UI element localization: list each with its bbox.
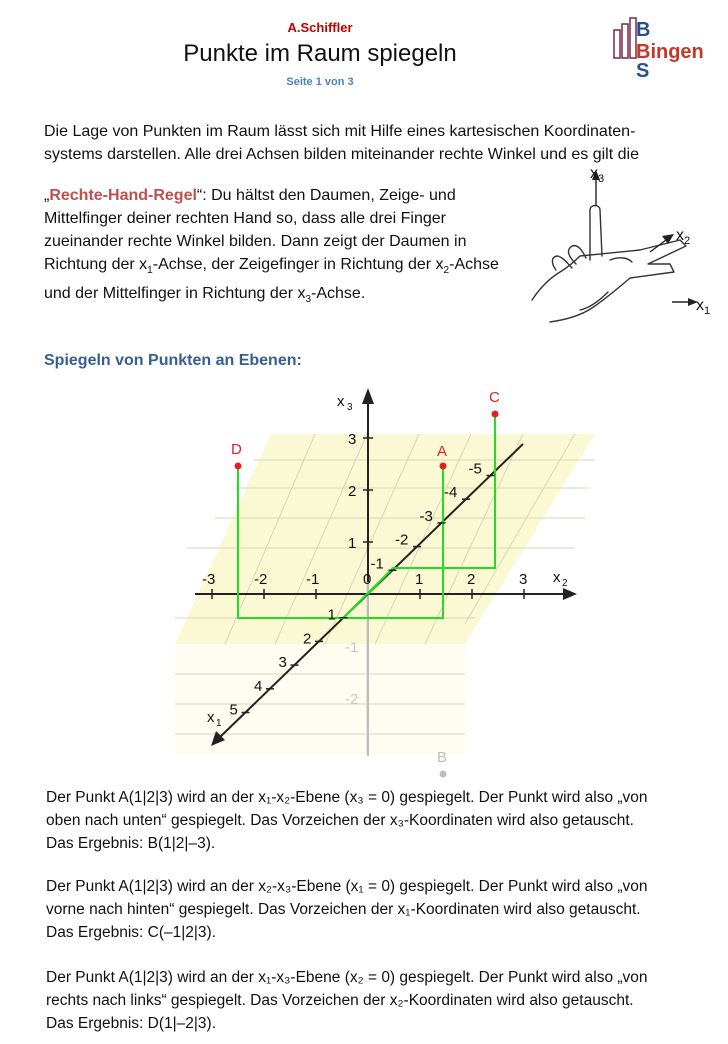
x2-axis-arrow: [563, 588, 577, 600]
x1-negative-tick-label: -1: [370, 555, 384, 573]
x1-tick-label: 4: [254, 677, 263, 695]
bbs-bingen-logo: [612, 16, 722, 78]
intro-line-1: Die Lage von Punkten im Raum lässt sich mit Hilfe eines kartesischen Koordinaten-: [44, 123, 636, 140]
logo-word-bingen: Bingen: [636, 41, 704, 63]
result-line: oben nach unten“ gespiegelt. Das Vorzeichen der x₃-Koordinaten wird also getauscht.: [46, 812, 634, 829]
x3-negative-tick-label: -1: [345, 639, 359, 656]
point-d: [235, 463, 242, 470]
intro-line-2: systems darstellen. Alle drei Achsen bilden miteinander rechte Winkel und es gilt die: [44, 146, 639, 163]
x2-axis-label-sub: 2: [562, 578, 568, 589]
x3-tick-label: 3: [348, 431, 357, 448]
result-b-paragraph: [46, 786, 726, 855]
result-line: rechts nach links“ gespiegelt. Das Vorzeichen der x₂-Koordinaten wird also getauscht.: [46, 992, 634, 1009]
x3-axis-label: x: [337, 393, 345, 410]
x1-negative-tick-label: -3: [419, 507, 433, 525]
hand-label-x3: $x_3$: [590, 165, 605, 185]
subscript: 3: [305, 294, 312, 306]
rule-text-1: “: Du hältst den Daumen, Zeige- und Mittelfinger deiner rechten Hand so, dass alle drei Finger zueinander rechte Winkel bilden. Dann zeigt der Daumen in Richtung der x: [44, 187, 467, 273]
right-hand-illustration: [520, 160, 720, 330]
hand-label-x1: $x_1$: [696, 297, 711, 317]
result-line: Der Punkt A(1|2|3) wird an der x₂-x₃-Ebene (x₁ = 0) gespiegelt. Der Punkt wird also „von: [46, 878, 648, 895]
result-d-paragraph: [46, 966, 726, 1035]
point-c: [492, 411, 499, 418]
x3-axis-arrow: [362, 388, 374, 404]
page-info: Seite 1 von 3: [286, 76, 354, 88]
x1-axis-label-sub: 1: [216, 718, 222, 729]
section-heading: Spiegeln von Punkten an Ebenen:: [44, 352, 302, 369]
x2-tick-label: 3: [519, 571, 528, 588]
rule-text-4: -Achse.: [311, 285, 366, 303]
logo-letter-b: B: [636, 19, 651, 41]
result-line: Das Ergebnis: C(–1|2|3).: [46, 924, 217, 941]
x2-axis-label: x: [553, 569, 561, 586]
result-line: Das Ergebnis: B(1|2|–3).: [46, 835, 216, 852]
x1-axis-label: x: [207, 709, 215, 726]
x3-negative-tick-label: -2: [345, 691, 359, 708]
subscript: 2: [443, 265, 450, 277]
point-a-label: A: [437, 443, 448, 460]
x1-negative-tick-label: -2: [395, 531, 409, 549]
subscript: 1: [147, 265, 153, 277]
x1-negative-tick-label: -5: [468, 460, 482, 478]
x3-axis-label-sub: 3: [347, 402, 353, 413]
right-hand-rule-paragraph: [44, 184, 514, 311]
result-c-paragraph: [46, 875, 726, 944]
hand-label-x2: $x_2$: [676, 227, 691, 247]
point-a: [440, 463, 447, 470]
author-name: A.Schiffler: [287, 20, 353, 35]
point-c-label: C: [489, 389, 500, 406]
x1-tick-label: 1: [327, 606, 336, 624]
page-title: Punkte im Raum spiegeln: [183, 40, 457, 67]
x2-tick-label: -3: [202, 571, 216, 588]
x1-negative-tick-label: -4: [444, 484, 458, 502]
rule-text-2: -Achse, der Zeigefinger in Richtung der x: [152, 256, 444, 273]
result-line: Der Punkt A(1|2|3) wird an der x₁-x₂-Ebene (x₃ = 0) gespiegelt. Der Punkt wird also „von: [46, 789, 648, 806]
x2-tick-label: 2: [467, 571, 476, 588]
x1-tick-label: 2: [303, 630, 312, 648]
point-d-label: D: [231, 441, 242, 458]
result-line: Das Ergebnis: D(1|–2|3).: [46, 1015, 217, 1032]
result-line: vorne nach hinten“ gespiegelt. Das Vorzeichen der x₁-Koordinaten wird also getauscht.: [46, 901, 641, 918]
x1-tick-label: 5: [229, 701, 238, 719]
point-b: [440, 771, 447, 778]
x2-tick-label: 0: [363, 571, 372, 588]
reflection-diagram: [175, 378, 595, 778]
rule-title: Rechte-Hand-Regel: [49, 187, 197, 204]
x1-tick-label: 3: [278, 654, 287, 672]
rule-text-3: -Achse und der Mittelfinger in Richtung der x: [44, 256, 499, 303]
x2-tick-label: -2: [254, 571, 268, 588]
x3-tick-label: 1: [348, 535, 357, 552]
x2-tick-label: -1: [306, 571, 320, 588]
x3-tick-label: 2: [348, 483, 357, 500]
x2-tick-label: 1: [415, 571, 424, 588]
open-quote: „: [44, 187, 50, 204]
point-b-label: B: [437, 749, 448, 766]
logo-letter-s: S: [636, 60, 650, 78]
result-line: Der Punkt A(1|2|3) wird an der x₁-x₃-Ebene (x₂ = 0) gespiegelt. Der Punkt wird also „von: [46, 969, 648, 986]
